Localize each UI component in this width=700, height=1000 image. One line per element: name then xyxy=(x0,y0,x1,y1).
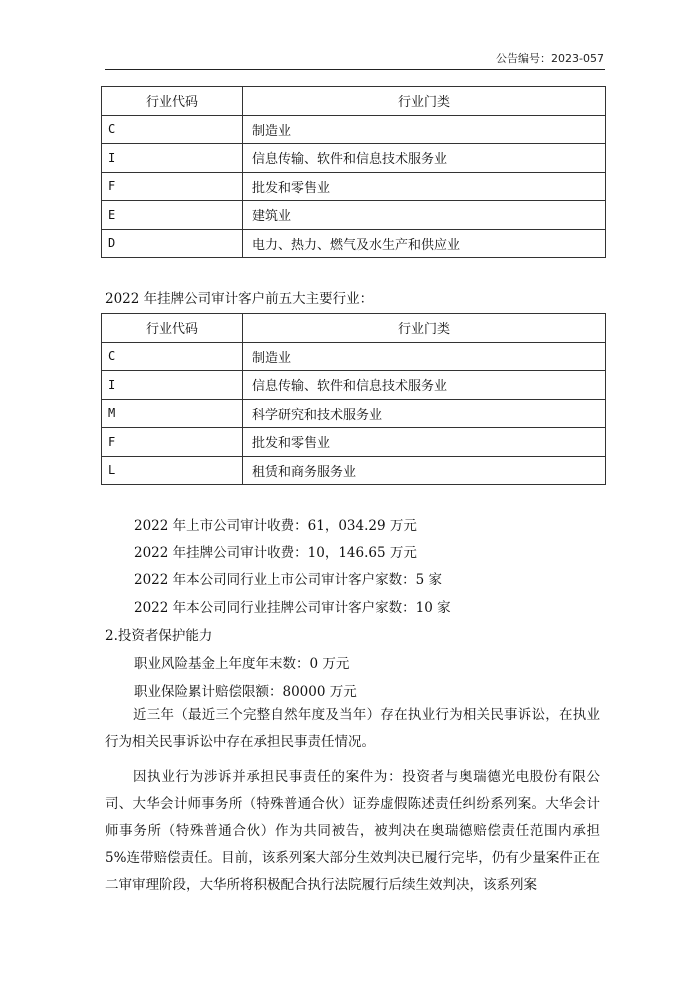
table-row xyxy=(102,371,606,400)
column-header-category: 行业门类 xyxy=(243,314,606,343)
column-header-code: 行业代码 xyxy=(102,314,243,343)
industry-code: F xyxy=(102,428,243,457)
industry-code: I xyxy=(102,371,243,400)
table-row xyxy=(102,342,606,371)
industry-category: 信息传输、软件和信息技术服务业 xyxy=(243,371,606,400)
case-paragraph: 因执业行为涉诉并承担民事责任的案件为：投资者与奥瑞德光电股份有限公司、大华会计师事务所（特殊普通合伙）证券虚假陈述责任纠纷系列案。大华会计师事务所（特殊普通合伙）作为共同被告，被判决在奥瑞德赔偿责任范围内承担 5%连带赔偿责任。目前，该系列案大部分生效判决已履行完毕，仍有少量案件正在二审审理阶段，大华所将积极配合执行法院履行后续生效判决，该系列案 xyxy=(105,769,600,893)
industry-table-listed xyxy=(101,86,606,258)
industry-category: 租赁和商务服务业 xyxy=(243,456,606,485)
industry-category: 制造业 xyxy=(243,115,606,144)
industry-code: F xyxy=(102,172,243,201)
industry-code: M xyxy=(102,399,243,428)
table-header-row xyxy=(102,87,606,116)
industry-category: 批发和零售业 xyxy=(243,428,606,457)
table-row xyxy=(102,456,606,485)
industry-category: 信息传输、软件和信息技术服务业 xyxy=(243,144,606,173)
industry-code: E xyxy=(102,201,243,230)
risk-fund-line: 职业风险基金上年度年末数：0 万元 xyxy=(134,656,350,672)
announcement-number: 公告编号：2023-057 xyxy=(496,52,604,65)
table-row xyxy=(102,428,606,457)
section-heading: 2.投资者保护能力 xyxy=(105,628,213,644)
table-row xyxy=(102,115,606,144)
header-divider xyxy=(105,69,605,70)
table-row xyxy=(102,229,606,258)
table-row xyxy=(102,172,606,201)
industry-category: 建筑业 xyxy=(243,201,606,230)
nq-audit-fee: 2022 年挂牌公司审计收费：10，146.65 万元 xyxy=(134,545,417,561)
industry-code: C xyxy=(102,115,243,144)
industry-table-nq xyxy=(101,313,606,485)
industry-code: I xyxy=(102,144,243,173)
industry-code: L xyxy=(102,456,243,485)
insurance-limit-line: 职业保险累计赔偿限额：80000 万元 xyxy=(134,684,357,700)
litigation-paragraph: 近三年（最近三个完整自然年度及当年）存在执业行为相关民事诉讼，在执业行为相关民事诉讼中存在承担民事责任情况。 xyxy=(105,707,600,750)
listed-client-count: 2022 年本公司同行业上市公司审计客户家数：5 家 xyxy=(134,572,443,588)
industry-code: C xyxy=(102,342,243,371)
listed-audit-fee: 2022 年上市公司审计收费：61，034.29 万元 xyxy=(134,518,417,534)
industry-category: 科学研究和技术服务业 xyxy=(243,399,606,428)
column-header-code: 行业代码 xyxy=(102,87,243,116)
table-row xyxy=(102,144,606,173)
industry-category: 制造业 xyxy=(243,342,606,371)
table-caption: 2022 年挂牌公司审计客户前五大主要行业： xyxy=(105,291,374,307)
column-header-category: 行业门类 xyxy=(243,87,606,116)
nq-client-count: 2022 年本公司同行业挂牌公司审计客户家数：10 家 xyxy=(134,600,451,616)
industry-category: 批发和零售业 xyxy=(243,172,606,201)
industry-code: D xyxy=(102,229,243,258)
table-row xyxy=(102,399,606,428)
table-row xyxy=(102,201,606,230)
industry-category: 电力、热力、燃气及水生产和供应业 xyxy=(243,229,606,258)
table-header-row xyxy=(102,314,606,343)
